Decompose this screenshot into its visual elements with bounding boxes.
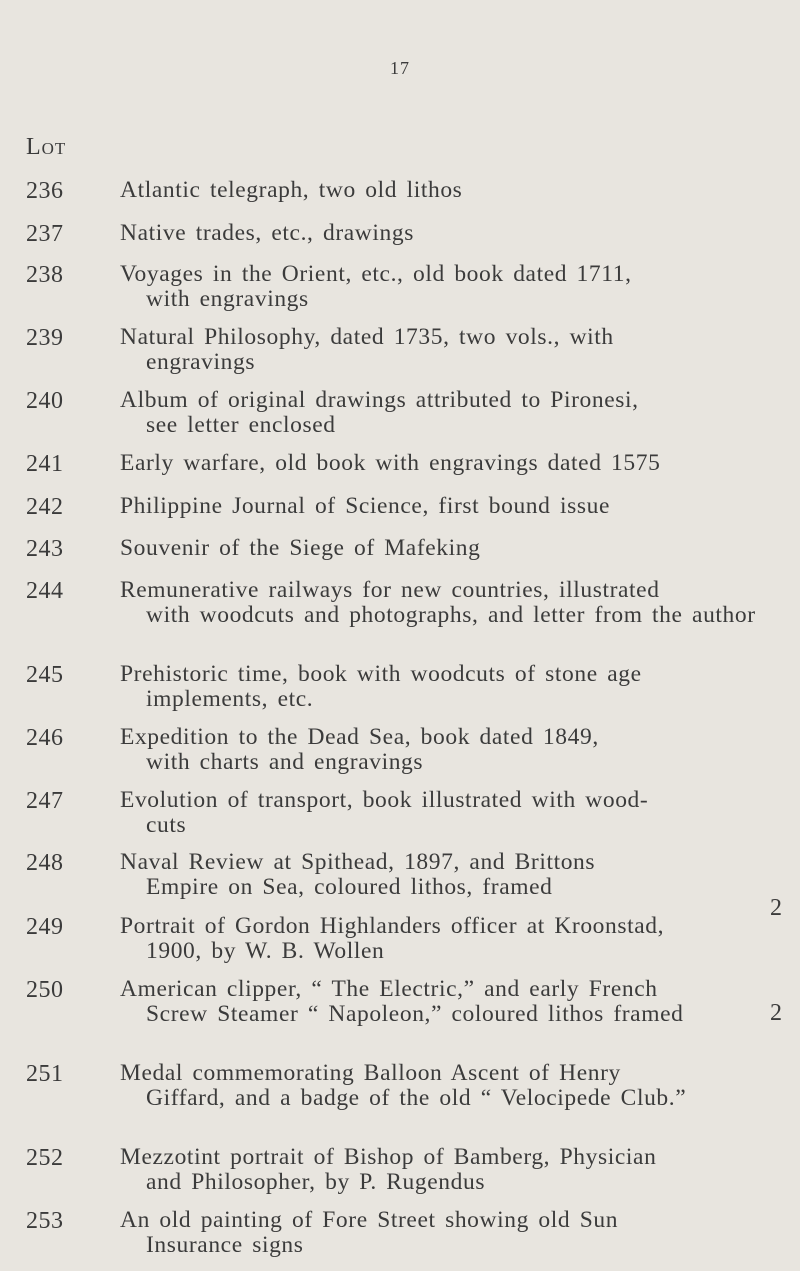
description-line-1: Early warfare, old book with engravings dated 1575 xyxy=(120,450,661,477)
lot-number: 241 xyxy=(26,451,64,478)
lot-number: 244 xyxy=(26,577,64,604)
lot-description xyxy=(120,451,760,476)
lot-description xyxy=(120,262,760,312)
description-continuation: Giffard, and a badge of the old “ Velocipede Club.” xyxy=(146,1084,687,1111)
description-line-1: Remunerative railways for new countries, illustrated xyxy=(120,576,660,603)
lot-description xyxy=(120,494,760,519)
lot-description xyxy=(120,788,760,838)
description-continuation: see letter enclosed xyxy=(146,411,336,438)
lot-description xyxy=(120,977,760,1027)
description-continuation: with engravings xyxy=(146,286,309,313)
lot-description xyxy=(120,578,760,628)
lot-description xyxy=(120,662,760,712)
description-line-1: Medal commemorating Balloon Ascent of Henry xyxy=(120,1059,621,1086)
lot-number: 242 xyxy=(26,493,64,520)
lot-number: 239 xyxy=(26,325,64,352)
lot-description xyxy=(120,178,760,203)
description-line-1: American clipper, “ The Electric,” and early French xyxy=(120,975,658,1002)
description-continuation: Screw Steamer “ Napoleon,” coloured lithos framed xyxy=(146,1000,684,1027)
description-line-1: Expedition to the Dead Sea, book dated 1849, xyxy=(120,723,599,750)
lot-description xyxy=(120,1208,760,1258)
lot-number: 237 xyxy=(26,220,64,247)
lot-number: 248 xyxy=(26,850,64,877)
description-line-1: Mezzotint portrait of Bishop of Bamberg, Physician xyxy=(120,1144,657,1171)
description-line-1: Naval Review at Spithead, 1897, and Brittons xyxy=(120,849,596,876)
lot-description xyxy=(120,914,760,964)
description-line-1: Atlantic telegraph, two old lithos xyxy=(120,177,463,203)
description-continuation: Insurance signs xyxy=(146,1232,304,1258)
lot-number: 240 xyxy=(26,387,64,414)
lot-number: 252 xyxy=(26,1145,64,1172)
description-line-1: Portrait of Gordon Highlanders officer at Kroonstad, xyxy=(120,912,665,939)
description-continuation: cuts xyxy=(146,811,187,838)
description-line-1: Album of original drawings attributed to Pironesi, xyxy=(120,386,639,413)
lot-number: 250 xyxy=(26,976,64,1003)
lot-description xyxy=(120,1145,760,1195)
lot-number: 251 xyxy=(26,1060,64,1087)
lot-description xyxy=(120,388,760,438)
lot-number: 238 xyxy=(26,262,64,289)
lot-number: 253 xyxy=(26,1208,64,1234)
description-line-1: Native trades, etc., drawings xyxy=(120,219,414,246)
description-continuation: and Philosopher, by P. Rugendus xyxy=(146,1169,486,1196)
lot-number: 245 xyxy=(26,662,64,689)
description-line-1: Souvenir of the Siege of Mafeking xyxy=(120,534,481,561)
lot-description xyxy=(120,1061,760,1111)
description-line-1: Voyages in the Orient, etc., old book dated 1711, xyxy=(120,261,632,288)
description-line-1: Natural Philosophy, dated 1735, two vols., with xyxy=(120,324,614,351)
lot-column-header: Lot xyxy=(26,134,67,160)
description-continuation: implements, etc. xyxy=(146,686,314,713)
description-continuation: with woodcuts and photographs, and letter from the author xyxy=(146,601,756,628)
description-continuation: 1900, by W. B. Wollen xyxy=(146,937,385,964)
margin-mark: 2 xyxy=(770,895,782,922)
lot-description xyxy=(120,536,760,561)
page-number: 17 xyxy=(390,58,410,78)
lot-number: 246 xyxy=(26,724,64,751)
description-continuation: engravings xyxy=(146,349,256,376)
lot-description xyxy=(120,850,760,900)
lot-number: 247 xyxy=(26,787,64,814)
lot-description xyxy=(120,221,760,246)
description-line-1: Evolution of transport, book illustrated with wood- xyxy=(120,786,649,813)
lot-description xyxy=(120,325,760,375)
description-line-1: Prehistoric time, book with woodcuts of stone age xyxy=(120,661,642,688)
description-line-1: An old painting of Fore Street showing old Sun xyxy=(120,1207,619,1233)
description-line-1: Philippine Journal of Science, first bound issue xyxy=(120,492,610,519)
margin-mark: 2 xyxy=(770,999,782,1026)
lot-description xyxy=(120,725,760,775)
lot-number: 243 xyxy=(26,535,64,562)
lot-number: 249 xyxy=(26,913,64,940)
description-continuation: Empire on Sea, coloured lithos, framed xyxy=(146,874,553,901)
description-continuation: with charts and engravings xyxy=(146,748,424,775)
lot-number: 236 xyxy=(26,178,64,204)
